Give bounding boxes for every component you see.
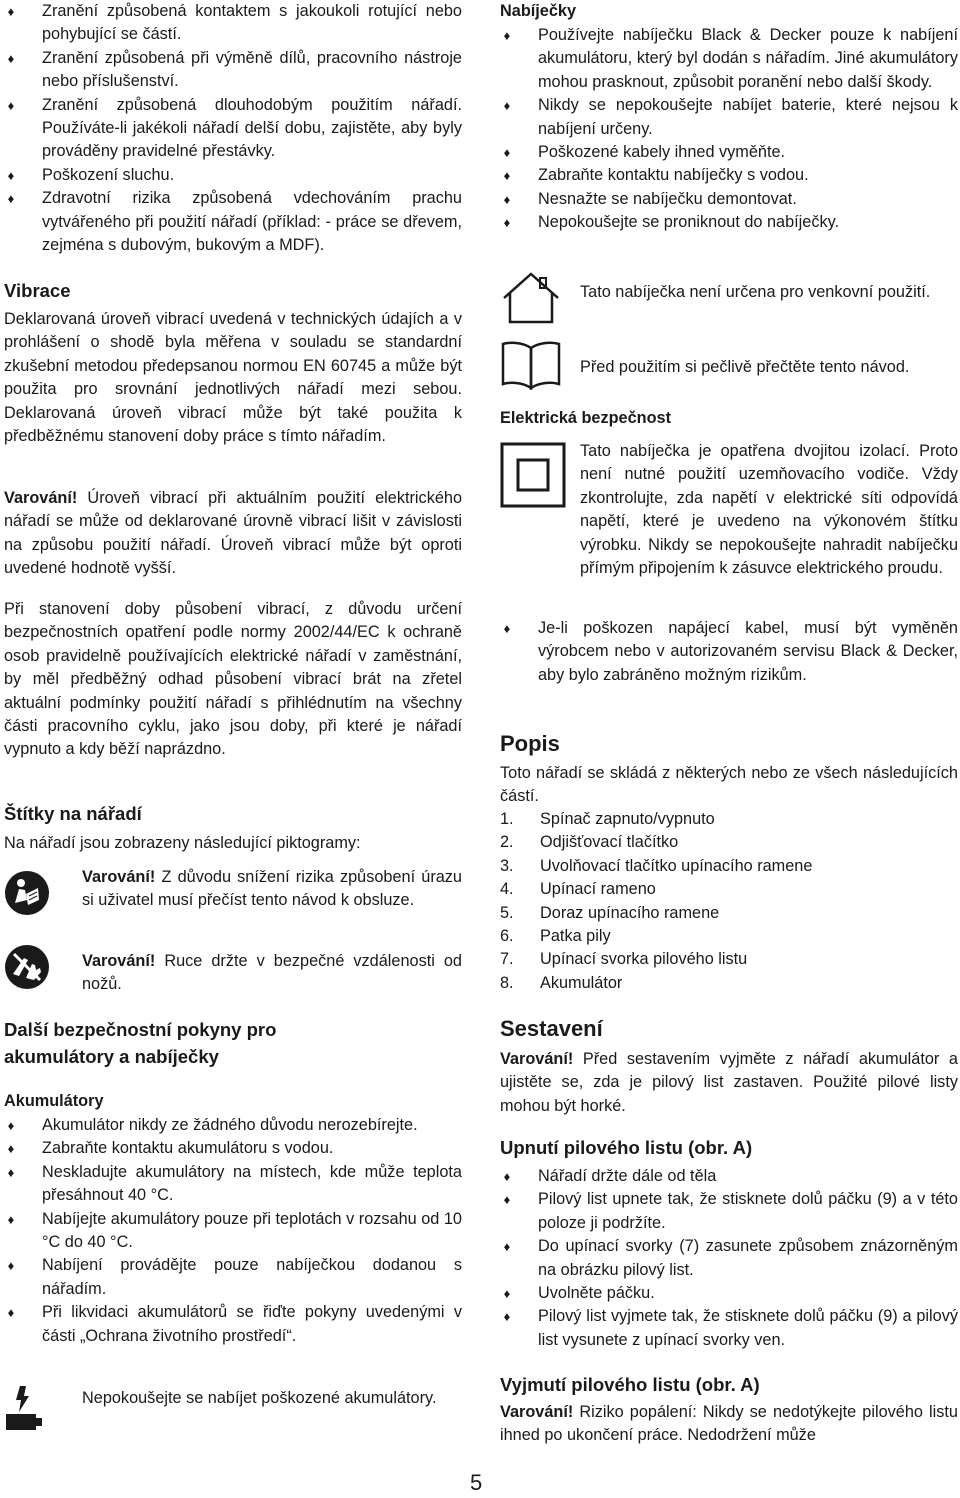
list-item-text: Poškozené kabely ihned vyměňte. bbox=[538, 143, 786, 162]
list-item bbox=[500, 1165, 958, 1188]
item-number: 8. bbox=[500, 973, 514, 992]
vibrace-warning-paragraph bbox=[4, 487, 462, 581]
list-item bbox=[500, 831, 958, 854]
warning-text: Úroveň vibrací při aktuálním použití elektrického nářadí se může od deklarované úrovně vibrací lišit v závislosti na způsobu použití nářadí. Úroveň vibrací může být oproti uvedené hodnotě vyšší. bbox=[4, 489, 462, 578]
bullet-icon: ♦ bbox=[503, 28, 511, 43]
blade-fitting-list bbox=[500, 1165, 958, 1352]
warning-label: Varování! bbox=[82, 868, 156, 886]
list-item-text: Uvolněte páčku. bbox=[538, 1284, 655, 1303]
list-item-text: Nesnažte se nabíječku demontovat. bbox=[538, 189, 797, 208]
item-number: 2. bbox=[500, 833, 514, 852]
vyjmuti-paragraph bbox=[500, 1401, 958, 1448]
list-item-text: Nikdy se nepokoušejte nabíjet baterie, které nejsou k nabíjení určeny. bbox=[538, 96, 958, 138]
bullet-icon: ♦ bbox=[503, 145, 511, 161]
double-insulation-icon bbox=[500, 442, 566, 515]
item-label: Odjišťovací tlačítko bbox=[540, 833, 679, 852]
list-item-text: Pilový list upnete tak, že stisknete dolů páčku (9) a v této poloze ji podržíte. bbox=[538, 1190, 958, 1232]
list-item bbox=[500, 1188, 958, 1235]
section-title-upnuti: Upnutí pilového listu (obr. A) bbox=[500, 1137, 753, 1158]
bullet-icon: ♦ bbox=[7, 1258, 15, 1274]
list-item-text: Poškození sluchu. bbox=[42, 165, 175, 184]
sestaveni-paragraph bbox=[500, 1048, 958, 1118]
list-item bbox=[500, 617, 958, 687]
section-title-stitky: Štítky na nářadí bbox=[4, 803, 142, 824]
picto-damaged-battery-text: Nepokoušejte se nabíjet poškozené akumulátory. bbox=[82, 1389, 437, 1407]
warning-label: Varování! bbox=[82, 952, 156, 970]
list-item-text: Zranění způsobená kontaktem s jakoukoli rotující nebo pohybující se částí. bbox=[42, 2, 462, 44]
bullet-icon: ♦ bbox=[7, 1118, 15, 1133]
popis-intro: Toto nářadí se skládá z některých nebo ze všech následujících částí. bbox=[500, 764, 958, 806]
bullet-icon: ♦ bbox=[7, 50, 15, 66]
subsection-title-elektricka: Elektrická bezpečnost bbox=[500, 409, 672, 427]
read-manual-book-icon bbox=[500, 340, 562, 397]
list-item bbox=[500, 1305, 958, 1352]
hand-blade-warning-icon bbox=[4, 944, 50, 997]
read-manual-text: Před použitím si pečlivě přečtěte tento návod. bbox=[580, 358, 910, 376]
item-number: 7. bbox=[500, 950, 514, 969]
list-item-text: Akumulátor nikdy ze žádného důvodu nerozebírejte. bbox=[42, 1116, 418, 1134]
list-item-text: Pilový list vyjmete tak, že stisknete dolů páčku (9) a pilový list vysunete z upínací svorky ven. bbox=[538, 1307, 958, 1349]
list-item bbox=[500, 948, 958, 971]
list-item bbox=[500, 1282, 958, 1305]
item-label: Upínací svorka pilového listu bbox=[540, 950, 748, 969]
bullet-icon: ♦ bbox=[7, 97, 15, 113]
list-item-text: Při likvidaci akumulátorů se řiďte pokyny uvedenými v části „Ochrana životního prostředí“. bbox=[42, 1303, 462, 1345]
list-item bbox=[4, 47, 462, 94]
list-item bbox=[4, 94, 462, 164]
page-number: 5 bbox=[470, 1470, 483, 1495]
list-item-text: Zranění způsobená při výměně dílů, pracovního nástroje nebo příslušenství. bbox=[42, 48, 462, 91]
list-item bbox=[500, 808, 958, 831]
damaged-battery-icon bbox=[4, 1384, 48, 1439]
bullet-icon: ♦ bbox=[503, 1192, 511, 1208]
item-number: 5. bbox=[500, 903, 514, 922]
bullet-icon: ♦ bbox=[503, 1239, 511, 1255]
list-item bbox=[4, 1161, 462, 1208]
warning-label: Varování! bbox=[4, 489, 78, 507]
bullet-icon: ♦ bbox=[503, 1169, 511, 1184]
bullet-icon: ♦ bbox=[503, 215, 511, 231]
bullet-icon: ♦ bbox=[7, 1305, 15, 1321]
list-item bbox=[4, 1208, 462, 1255]
list-item bbox=[500, 24, 958, 94]
hazard-list bbox=[4, 0, 462, 257]
vibrace-paragraph: Deklarovaná úroveň vibrací uvedená v technických údajích a v prohlášení o shodě byla měřena v souladu se standardní zkušební metodou předepsanou normou EN 60745 a může být použita pro srovnání jednotlivých nářadí mezi sebou. Deklarovaná úroveň vibrací může být také použita k předběžnému stanovení doby práce s tímto nářadím. bbox=[4, 310, 462, 446]
item-number: 1. bbox=[500, 810, 514, 828]
bullet-icon: ♦ bbox=[7, 191, 15, 207]
cable-list bbox=[500, 617, 958, 687]
item-label: Spínač zapnuto/vypnuto bbox=[540, 810, 715, 828]
battery-list bbox=[4, 1114, 462, 1348]
list-item bbox=[500, 164, 958, 187]
subsection-title-akumulatory: Akumulátory bbox=[4, 1092, 104, 1110]
item-number: 6. bbox=[500, 927, 514, 946]
list-item bbox=[500, 855, 958, 878]
list-item-text: Nabíjení provádějte pouze nabíječkou dodanou s nářadím. bbox=[42, 1256, 462, 1298]
picto-hands-text bbox=[82, 950, 462, 997]
section-title-vibrace: Vibrace bbox=[4, 280, 71, 301]
bullet-icon: ♦ bbox=[7, 1164, 15, 1180]
vibrace-exposure-paragraph: Při stanovení doby působení vibrací, z důvodu určení bezpečnostních opatření podle normy 2002/44/EC k ochraně osob pravidelně používajících elektrické nářadí v zaměstnání, by měl předběžný odhad působení vibrací brát na zřetel aktuální podmínky použití nářadí s přihlédnutím na všechny části pracovního cyklu, jako jsou doby, při které je nářadí vypnuto a kdy běží naprázdno. bbox=[4, 600, 462, 759]
subsection-title-nabijecky: Nabíječky bbox=[500, 2, 577, 20]
list-item-text: Nářadí držte dále od těla bbox=[538, 1167, 717, 1185]
bullet-icon: ♦ bbox=[503, 191, 511, 207]
list-item bbox=[500, 1235, 958, 1282]
item-label: Patka pily bbox=[540, 927, 611, 946]
list-item-text: Zdravotní rizika způsobená vdechováním prachu vytvářeného při použití nářadí (příklad: - práce se dřevem, zejména s dubovým, bukovým a MDF). bbox=[42, 189, 462, 255]
parts-list bbox=[500, 808, 958, 995]
item-number: 4. bbox=[500, 880, 514, 899]
list-item bbox=[500, 94, 958, 141]
section-title-vyjmuti: Vyjmutí pilového listu (obr. A) bbox=[500, 1374, 760, 1395]
list-item bbox=[4, 1137, 462, 1160]
warning-text: Před sestavením vyjměte z nářadí akumulátor a ujistěte se, zda je pilový list zastaven. Použité pilové listy mohou být horké. bbox=[500, 1050, 958, 1115]
list-item bbox=[500, 188, 958, 211]
bullet-icon: ♦ bbox=[503, 1286, 511, 1302]
list-item bbox=[4, 187, 462, 257]
section-title-sestaveni: Sestavení bbox=[500, 1016, 603, 1041]
bullet-icon: ♦ bbox=[503, 98, 511, 114]
warning-label: Varování! bbox=[500, 1050, 574, 1068]
item-label: Upínací rameno bbox=[540, 880, 656, 899]
section-title-dalsi bbox=[4, 1016, 276, 1070]
warning-text: Ruce držte v bezpečné vzdálenosti od nožů. bbox=[82, 952, 462, 994]
stitky-intro: Na nářadí jsou zobrazeny následující piktogramy: bbox=[4, 834, 361, 852]
list-item bbox=[500, 925, 958, 948]
item-number: 3. bbox=[500, 856, 514, 875]
double-insulation-text: Tato nabíječka je opatřena dvojitou izolací. Proto není nutné použití uzemňovacího vodiče. Vždy zkontrolujte, zda napětí v elektrické síti odpovídá napětí, které je uvedeno na výkonovém štítku výrobku. Nikdy se nepokoušejte nahradit nabíječku přímým připojením k zásuvce elektrického proudu. bbox=[580, 442, 958, 578]
bullet-icon: ♦ bbox=[7, 1211, 15, 1227]
list-item bbox=[500, 902, 958, 925]
list-item-text: Nabíjejte akumulátory pouze při teplotách v rozsahu od 10 °C do 40 °C. bbox=[42, 1209, 462, 1252]
bullet-icon: ♦ bbox=[7, 167, 15, 183]
list-item-text: Používejte nabíječku Black & Decker pouze k nabíjení akumulátoru, který byl dodán s nářadím. Jiné akumulátory mohou prasknout, způsobit poranění nebo další škody. bbox=[538, 26, 958, 91]
bullet-icon: ♦ bbox=[503, 1309, 511, 1325]
list-item-text: Nepokoušejte se proniknout do nabíječky. bbox=[538, 213, 840, 232]
section-title-popis: Popis bbox=[500, 731, 560, 756]
item-label: Uvolňovací tlačítko upínacího ramene bbox=[540, 856, 813, 875]
warning-label: Varování! bbox=[500, 1403, 574, 1421]
bullet-icon: ♦ bbox=[7, 1141, 15, 1157]
list-item bbox=[4, 164, 462, 187]
list-item bbox=[4, 1254, 462, 1301]
list-item-text: Je-li poškozen napájecí kabel, musí být vyměněn výrobcem nebo v autorizovaném servisu Black & Decker, aby bylo zabráněno možným rizikům. bbox=[538, 619, 958, 684]
picto-read-manual-text bbox=[82, 866, 462, 913]
section-title-line: Další bezpečnostní pokyny pro bbox=[4, 1019, 277, 1040]
warning-text: Z důvodu snížení rizika způsobení úrazu si uživatel musí přečíst tento návod k obsluze. bbox=[82, 868, 462, 910]
list-item bbox=[500, 878, 958, 901]
list-item bbox=[4, 0, 462, 47]
indoor-use-house-icon bbox=[500, 270, 562, 333]
warning-text: Riziko popálení: Nikdy se nedotýkejte pilového listu ihned po ukončení práce. Nedodržení může bbox=[500, 1403, 958, 1445]
item-label: Akumulátor bbox=[540, 973, 623, 992]
bullet-icon: ♦ bbox=[7, 4, 15, 19]
bullet-icon: ♦ bbox=[503, 621, 511, 636]
item-label: Doraz upínacího ramene bbox=[540, 903, 720, 922]
list-item-text: Do upínací svorky (7) zasunete způsobem znázorněným na obrázku pilový list. bbox=[538, 1237, 958, 1279]
charger-list bbox=[500, 24, 958, 235]
section-title-line: akumulátory a nabíječky bbox=[4, 1046, 219, 1067]
bullet-icon: ♦ bbox=[503, 168, 511, 184]
list-item-text: Zabraňte kontaktu nabíječky s vodou. bbox=[538, 166, 809, 185]
indoor-use-text: Tato nabíječka není určena pro venkovní použití. bbox=[580, 283, 931, 301]
list-item-text: Zabraňte kontaktu akumulátoru s vodou. bbox=[42, 1139, 334, 1158]
list-item bbox=[4, 1114, 462, 1137]
list-item bbox=[500, 972, 958, 995]
list-item bbox=[4, 1301, 462, 1348]
read-manual-icon bbox=[4, 870, 50, 923]
list-item bbox=[500, 211, 958, 234]
list-item-text: Neskladujte akumulátory na místech, kde může teplota přesáhnout 40 °C. bbox=[42, 1162, 462, 1205]
list-item bbox=[500, 141, 958, 164]
list-item-text: Zranění způsobená dlouhodobým použitím nářadí. Používáte-li jakékoli nářadí delší dobu, zajistěte, aby byly prováděny pravidelné přestávky. bbox=[42, 95, 462, 161]
